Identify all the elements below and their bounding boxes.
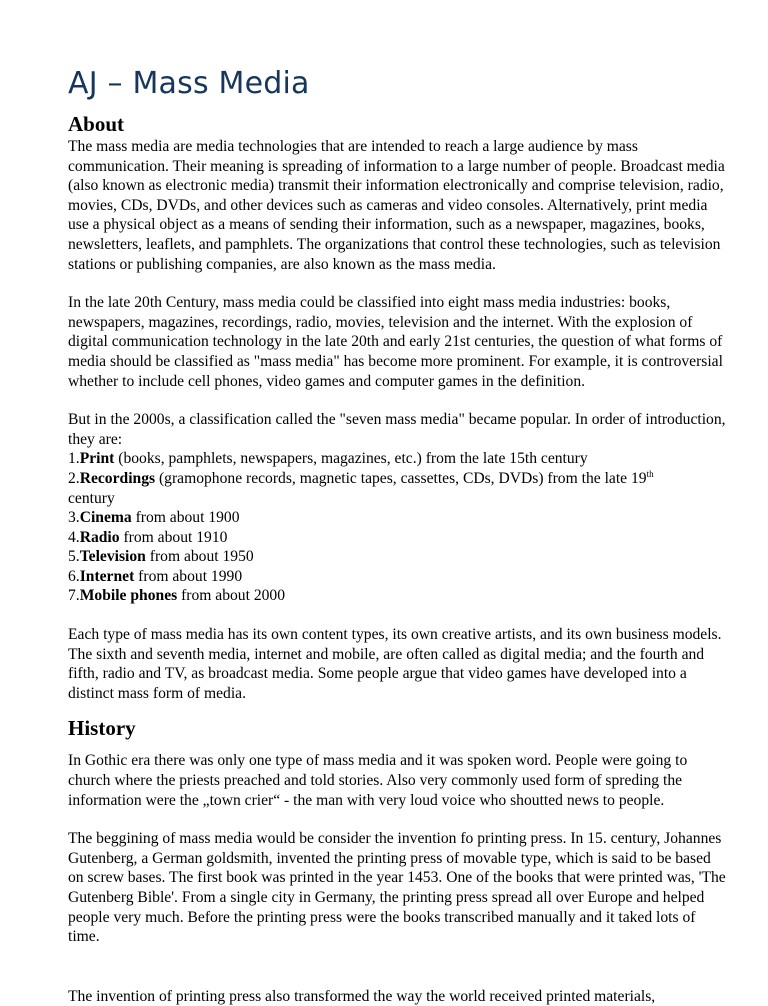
about-paragraph-1: The mass media are media technologies that are intended to reach a large audience by mass communication. Their meaning is spreading of information to a large number of people. Broadcast media (also known as electronic media) transmit their information electronically and comprise television, radio, movies, CDs, DVDs, and other devices such as cameras and video consoles. Alternatively, print media use a physical object as a means of sending their information, such as a newspaper, magazines, books, newsletters, leaflets, and pamphlets. The organizations that control these technologies, such as television stations or publishing companies, are also known as the mass media. (68, 138, 725, 273)
document-page (68, 64, 728, 1006)
list-item: 7.Mobile phones from about 2000 (68, 587, 286, 605)
list-item: 3.Cinema from about 1900 (68, 509, 240, 527)
about-heading: About (68, 112, 125, 136)
list-item: 6.Internet from about 1990 (68, 567, 243, 585)
about-paragraph-3-intro: But in the 2000s, a classification called the "seven mass media" became popular. In order of introduction, they are: (68, 411, 726, 448)
about-paragraph-4a: Each type of mass media has its own content types, its own creative artists, and its own business models. (68, 626, 722, 644)
list-item: 4.Radio from about 1910 (68, 528, 228, 546)
about-paragraph-4b: The sixth and seventh media, internet and mobile, are often called as digital media; and the fourth and fifth, radio and TV, as broadcast media. Some people argue that video games have developed into a distinct mass form of media. (68, 645, 705, 702)
history-heading: History (68, 716, 136, 741)
page-title: AJ – Mass Media (68, 66, 310, 101)
history-paragraph-3: The invention of printing press also transformed the way the world received printed materials, (68, 987, 656, 1005)
list-item: 1.Print (books, pamphlets, newspapers, magazines, etc.) from the late 15th century (68, 450, 588, 468)
media-list (68, 449, 728, 606)
history-paragraph-2: The beggining of mass media would be consider the invention fo printing press. In 15. century, Johannes Gutenberg, a German goldsmith, invented the printing press of movable type, which is said to be based on screw bases. The first book was printed in the year 1453. One of the books that were printed was, 'The Gutenberg Bible'. From a single city in Germany, the printing press spread all over Europe and helped people very much. Before the printing press were the books transcribed manually and it taked lots of time. (68, 830, 726, 946)
list-item: 2.Recordings (gramophone records, magnetic tapes, cassettes, CDs, DVDs) from the late 19th century (68, 468, 654, 507)
about-paragraph-2: In the late 20th Century, mass media could be classified into eight mass media industries: books, newspapers, magazines, recordings, radio, movies, television and the internet. With the explosion of digital communication technology in the late 20th and early 21st centuries, the question of what forms of media should be classified as "mass media" has become more prominent. For example, it is controversial whether to include cell phones, video games and computer games in the definition. (68, 294, 723, 390)
history-paragraph-1: In Gothic era there was only one type of mass media and it was spoken word. People were going to church where the priests preached and told stories. Also very commonly used form of spreding the information were the „town crier“ - the man with very loud voice who shoutted news to people. (68, 752, 688, 809)
list-item: 5.Television from about 1950 (68, 548, 254, 566)
